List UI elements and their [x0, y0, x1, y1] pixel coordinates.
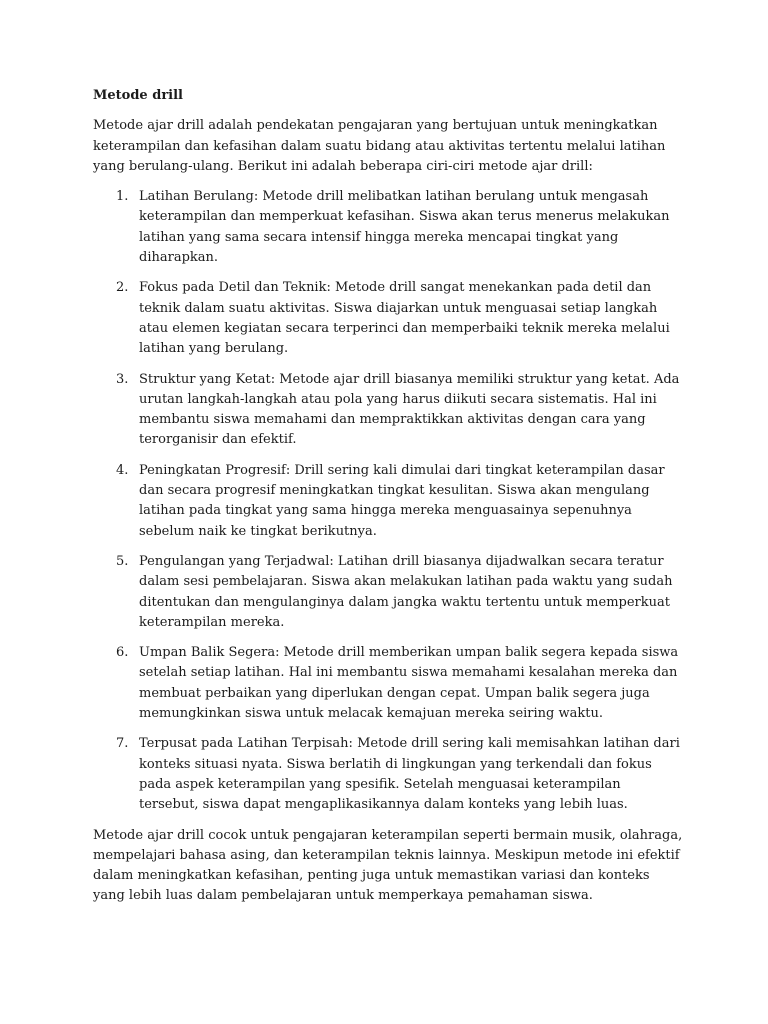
- list-item-text: Latihan Berulang: Metode drill melibatkan latihan berulang untuk mengasah keterampilan dan memperkuat kefasihan. Siswa akan terus menerus melakukan latihan yang sama secara intensif hingga mereka mencapai tingkat yang diharapkan.: [139, 189, 670, 266]
- list-item-number: 3.: [116, 371, 129, 387]
- list-item: [93, 461, 683, 542]
- list-item-text: Umpan Balik Segera: Metode drill memberikan umpan balik segera kepada siswa setelah setiap latihan. Hal ini membantu siswa memahami kesalahan mereka dan membuat perbaikan yang diperlukan dengan cepat. Umpan balik segera juga memungkinkan siswa untuk melacak kemajuan mereka seiring waktu.: [139, 645, 679, 722]
- list-item-number: 5.: [116, 553, 129, 569]
- list-item-text: Struktur yang Ketat: Metode ajar drill biasanya memiliki struktur yang ketat. Ada urutan langkah-langkah atau pola yang harus diikuti secara sistematis. Hal ini membantu siswa memahami dan mempraktikkan aktivitas dengan cara yang terorganisir dan efektif.: [139, 371, 680, 448]
- closing-paragraph: Metode ajar drill cocok untuk pengajaran keterampilan seperti bermain musik, olahraga, mempelajari bahasa asing, dan keterampilan teknis lainnya. Meskipun metode ini efektif dalam meningkatkan kefasihan, penting juga untuk memastikan variasi dan konteks yang lebih luas dalam pembelajaran untuk memperkaya pemahaman siswa.: [93, 827, 683, 904]
- list-item: [93, 278, 683, 359]
- list-item: [93, 370, 683, 451]
- list-item: [93, 187, 683, 268]
- list-item-number: 2.: [116, 280, 129, 296]
- list-item-number: 6.: [116, 645, 129, 661]
- document-title: Metode drill: [93, 88, 183, 103]
- list-item: [93, 643, 683, 724]
- list-item-text: Terpusat pada Latihan Terpisah: Metode drill sering kali memisahkan latihan dari konteks situasi nyata. Siswa berlatih di lingkungan yang terkendali dan fokus pada aspek keterampilan yang spesifik. Setelah menguasai keterampilan tersebut, siswa dapat mengaplikasikannya dalam konteks yang lebih luas.: [139, 736, 680, 813]
- list-item-text: Pengulangan yang Terjadwal: Latihan drill biasanya dijadwalkan secara teratur dalam sesi pembelajaran. Siswa akan melakukan latihan pada waktu yang sudah ditentukan dan mengulanginya dalam jangka waktu tertentu untuk memperkuat keterampilan mereka.: [139, 553, 673, 630]
- list-item-number: 7.: [116, 736, 129, 752]
- list-item: [93, 734, 683, 815]
- intro-paragraph: Metode ajar drill adalah pendekatan pengajaran yang bertujuan untuk meningkatkan keterampilan dan kefasihan dalam suatu bidang atau aktivitas tertentu melalui latihan yang berulang-ulang. Berikut ini adalah beberapa ciri-ciri metode ajar drill:: [93, 118, 666, 174]
- list-item-number: 1.: [116, 189, 129, 205]
- list-item: [93, 552, 683, 633]
- characteristics-list: [93, 187, 683, 815]
- list-item-text: Fokus pada Detil dan Teknik: Metode drill sangat menekankan pada detil dan teknik dalam suatu aktivitas. Siswa diajarkan untuk menguasai setiap langkah atau elemen kegiatan secara terperinci dan memperbaiki teknik mereka melalui latihan yang berulang.: [139, 280, 670, 357]
- document-page: [93, 86, 683, 907]
- list-item-text: Peningkatan Progresif: Drill sering kali dimulai dari tingkat keterampilan dasar dan secara progresif meningkatkan tingkat kesulitan. Siswa akan mengulang latihan pada tingkat yang sama hingga mereka menguasainya sepenuhnya sebelum naik ke tingkat berikutnya.: [139, 462, 665, 539]
- list-item-number: 4.: [116, 462, 129, 478]
